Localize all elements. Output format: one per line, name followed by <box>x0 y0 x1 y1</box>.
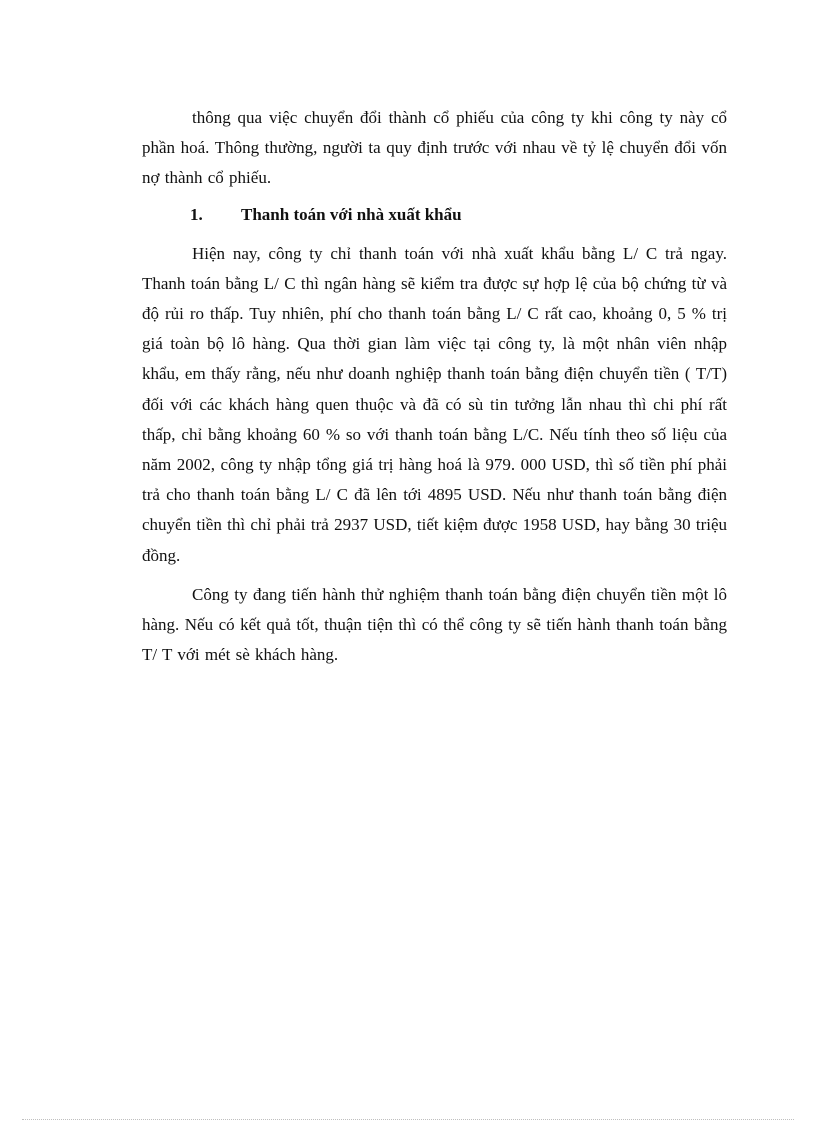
section-title: Thanh toán với nhà xuất khẩu <box>241 204 462 224</box>
paragraph-trial-transfer: Công ty đang tiến hành thử nghiệm thanh toán bằng điện chuyển tiền một lô hàng. Nếu có kết quả tốt, thuận tiện thì có thể công ty sẽ tiến hành thanh toán bằng T/ T với mét sè khách hàng. <box>142 584 727 665</box>
section-number: 1. <box>190 204 203 224</box>
section-heading <box>142 200 727 230</box>
paragraph-payment-details: Hiện nay, công ty chỉ thanh toán với nhà xuất khẩu bằng L/ C trả ngay. Thanh toán bằng L/ C thì ngân hàng sẽ kiểm tra được sự hợp lệ của bộ chứng từ và độ rủi ro thấp. Tuy nhiên, phí cho thanh toán bằng L/ C rất cao, khoảng 0, 5 % trị giá toàn bộ lô hàng. Qua thời gian làm việc tại công ty, là một nhân viên nhập khẩu, em thấy rằng, nếu như doanh nghiệp thanh toán bằng điện chuyển tiền ( T/T) đối với các khách hàng quen thuộc và đã có sù tin tưởng lẫn nhau thì chi phí rất thấp, chỉ bằng khoảng 60 % so với thanh toán bằng L/C. Nếu tính theo số liệu của năm 2002, công ty nhập tổng giá trị hàng hoá là 979. 000 USD, thì số tiền phí phải trả cho thanh toán bằng L/ C đã lên tới 4895 USD. Nếu như thanh toán bằng điện chuyển tiền thì chỉ phải trả 2937 USD, tiết kiệm được 1958 USD, hay bằng 30 triệu đồng. <box>142 243 727 565</box>
page-bottom-divider <box>22 1119 794 1120</box>
paragraph-continuation: thông qua việc chuyển đổi thành cổ phiếu của công ty khi công ty này cổ phần hoá. Thông thường, người ta quy định trước với nhau về tỷ lệ chuyển đổi vốn nợ thành cổ phiếu. <box>142 108 727 188</box>
page-content <box>142 103 727 670</box>
